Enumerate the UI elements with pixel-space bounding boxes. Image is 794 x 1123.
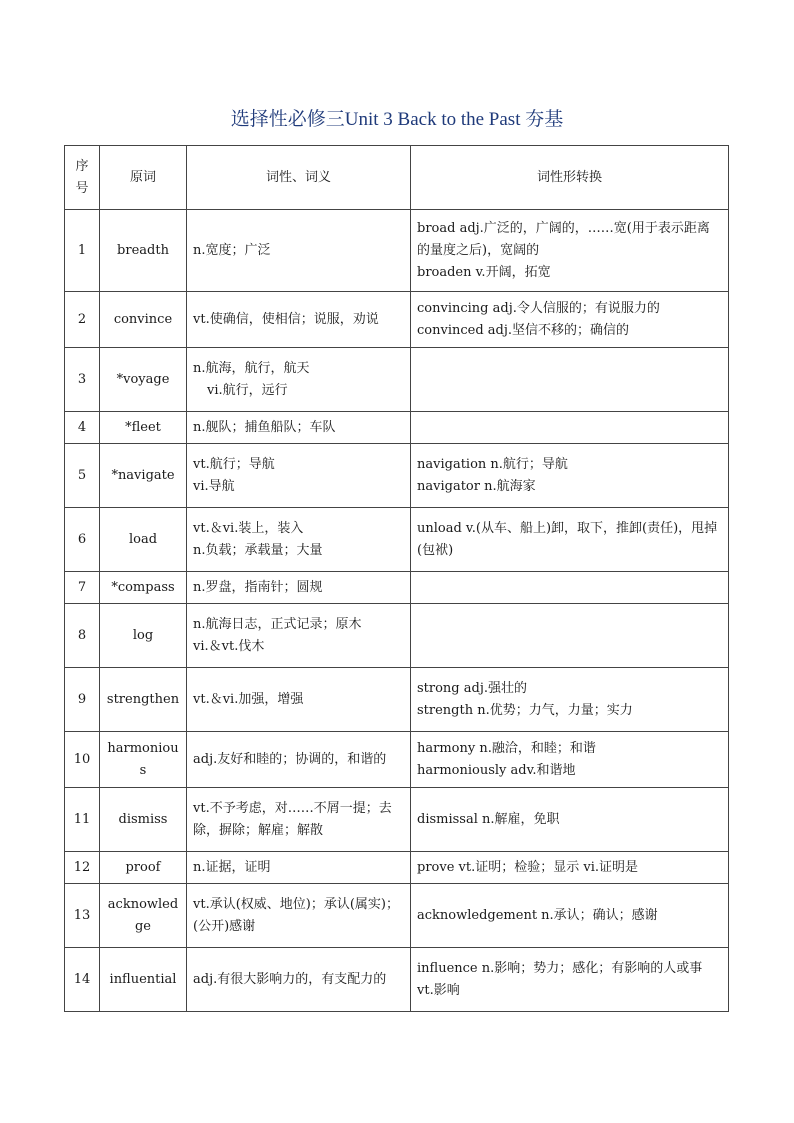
pos-line: n.负载；承载量；大量 xyxy=(193,542,323,558)
table-header-row xyxy=(65,146,729,210)
row-number: 10 xyxy=(65,732,100,788)
table-row xyxy=(65,788,729,852)
row-derivations xyxy=(411,884,729,948)
pos-line: adj.友好和睦的；协调的，和谐的 xyxy=(193,751,387,767)
derivation-line: broaden v.开阔，拓宽 xyxy=(417,264,551,280)
row-pos-meaning xyxy=(187,444,411,508)
row-number: 11 xyxy=(65,788,100,852)
table-row xyxy=(65,508,729,572)
derivation-line: prove vt.证明；检验；显示 vi.证明是 xyxy=(417,859,639,875)
table-row xyxy=(65,668,729,732)
table-row xyxy=(65,572,729,604)
table-row xyxy=(65,412,729,444)
pos-line: vt.使确信，使相信；说服，劝说 xyxy=(193,311,379,327)
pos-line: n.宽度；广泛 xyxy=(193,242,271,258)
table-row xyxy=(65,732,729,788)
row-pos-meaning xyxy=(187,604,411,668)
derivation-line: harmoniously adv.和谐地 xyxy=(417,762,576,778)
pos-line: n.罗盘，指南针；圆规 xyxy=(193,579,323,595)
row-derivations xyxy=(411,948,729,1012)
row-pos-meaning xyxy=(187,412,411,444)
pos-line: n.航海，航行，航天 xyxy=(193,360,310,376)
row-word: convince xyxy=(100,292,187,348)
header-derivations: 词性形转换 xyxy=(411,146,729,210)
table-row xyxy=(65,948,729,1012)
vocabulary-table xyxy=(64,145,729,1012)
row-pos-meaning xyxy=(187,668,411,732)
row-word: *fleet xyxy=(100,412,187,444)
row-word: log xyxy=(100,604,187,668)
row-word: load xyxy=(100,508,187,572)
row-derivations xyxy=(411,444,729,508)
pos-line: vt.不予考虑，对……不屑一提；去除，摒除；解雇；解散 xyxy=(193,800,392,838)
row-pos-meaning xyxy=(187,508,411,572)
row-derivations xyxy=(411,572,729,604)
row-pos-meaning xyxy=(187,948,411,1012)
row-word: *compass xyxy=(100,572,187,604)
row-derivations xyxy=(411,508,729,572)
header-no: 序号 xyxy=(65,146,100,210)
row-number: 9 xyxy=(65,668,100,732)
derivation-line: dismissal n.解雇，免职 xyxy=(417,811,560,827)
pos-line: n.舰队；捕鱼船队；车队 xyxy=(193,419,336,435)
pos-line: vt.＆vi.加强，增强 xyxy=(193,691,304,707)
row-number: 3 xyxy=(65,348,100,412)
row-derivations xyxy=(411,412,729,444)
table-row xyxy=(65,348,729,412)
row-word: strengthen xyxy=(100,668,187,732)
pos-line: vt.＆vi.装上，装入 xyxy=(193,520,304,536)
row-derivations xyxy=(411,604,729,668)
row-number: 7 xyxy=(65,572,100,604)
row-number: 5 xyxy=(65,444,100,508)
row-word: influential xyxy=(100,948,187,1012)
row-word: *navigate xyxy=(100,444,187,508)
derivation-line: harmony n.融洽，和睦；和谐 xyxy=(417,740,596,756)
row-number: 12 xyxy=(65,852,100,884)
row-pos-meaning xyxy=(187,210,411,292)
row-derivations xyxy=(411,292,729,348)
header-word: 原词 xyxy=(100,146,187,210)
table-row xyxy=(65,884,729,948)
row-pos-meaning xyxy=(187,788,411,852)
row-pos-meaning xyxy=(187,348,411,412)
row-pos-meaning xyxy=(187,292,411,348)
row-derivations xyxy=(411,852,729,884)
pos-line: vt.承认(权威、地位)；承认(属实)；(公开)感谢 xyxy=(193,896,399,934)
derivation-line: acknowledgement n.承认；确认；感谢 xyxy=(417,907,658,923)
row-derivations xyxy=(411,788,729,852)
table-row xyxy=(65,444,729,508)
pos-line: vi.航行，远行 xyxy=(207,382,288,398)
derivation-line: convinced adj.坚信不移的；确信的 xyxy=(417,322,630,338)
row-derivations xyxy=(411,732,729,788)
row-pos-meaning xyxy=(187,852,411,884)
table-body xyxy=(65,210,729,1012)
row-number: 4 xyxy=(65,412,100,444)
row-number: 13 xyxy=(65,884,100,948)
derivation-line: navigation n.航行；导航 xyxy=(417,456,568,472)
derivation-line: vt.影响 xyxy=(417,982,460,998)
derivation-line: unload v.(从车、船上)卸，取下，推卸(责任)，甩掉(包袱) xyxy=(417,520,718,558)
derivation-line: convincing adj.令人信服的；有说服力的 xyxy=(417,300,660,316)
derivation-line: influence n.影响；势力；感化；有影响的人或事 xyxy=(417,960,703,976)
pos-line: vt.航行；导航 xyxy=(193,456,275,472)
row-word: breadth xyxy=(100,210,187,292)
row-word: proof xyxy=(100,852,187,884)
pos-line: vi.导航 xyxy=(193,478,235,494)
row-number: 2 xyxy=(65,292,100,348)
pos-line: n.航海日志，正式记录；原木 xyxy=(193,616,362,632)
row-word: acknowledge xyxy=(100,884,187,948)
table-row xyxy=(65,292,729,348)
table-row xyxy=(65,210,729,292)
row-derivations xyxy=(411,210,729,292)
derivation-line: broad adj.广泛的，广阔的，……宽(用于表示距离的量度之后)，宽阔的 xyxy=(417,220,710,258)
row-word: harmonious xyxy=(100,732,187,788)
row-word: *voyage xyxy=(100,348,187,412)
row-derivations xyxy=(411,348,729,412)
table-row xyxy=(65,852,729,884)
derivation-line: strength n.优势；力气，力量；实力 xyxy=(417,702,633,718)
row-derivations xyxy=(411,668,729,732)
row-number: 14 xyxy=(65,948,100,1012)
row-number: 1 xyxy=(65,210,100,292)
row-number: 6 xyxy=(65,508,100,572)
pos-line: n.证据，证明 xyxy=(193,859,271,875)
pos-line: vi.＆vt.伐木 xyxy=(193,638,265,654)
row-pos-meaning xyxy=(187,884,411,948)
row-pos-meaning xyxy=(187,732,411,788)
pos-line: adj.有很大影响力的，有支配力的 xyxy=(193,971,387,987)
table-row xyxy=(65,604,729,668)
header-pos: 词性、词义 xyxy=(187,146,411,210)
derivation-line: strong adj.强壮的 xyxy=(417,680,527,696)
row-pos-meaning xyxy=(187,572,411,604)
derivation-line: navigator n.航海家 xyxy=(417,478,536,494)
page-title: 选择性必修三Unit 3 Back to the Past 夯基 xyxy=(230,109,564,130)
row-number: 8 xyxy=(65,604,100,668)
row-word: dismiss xyxy=(100,788,187,852)
